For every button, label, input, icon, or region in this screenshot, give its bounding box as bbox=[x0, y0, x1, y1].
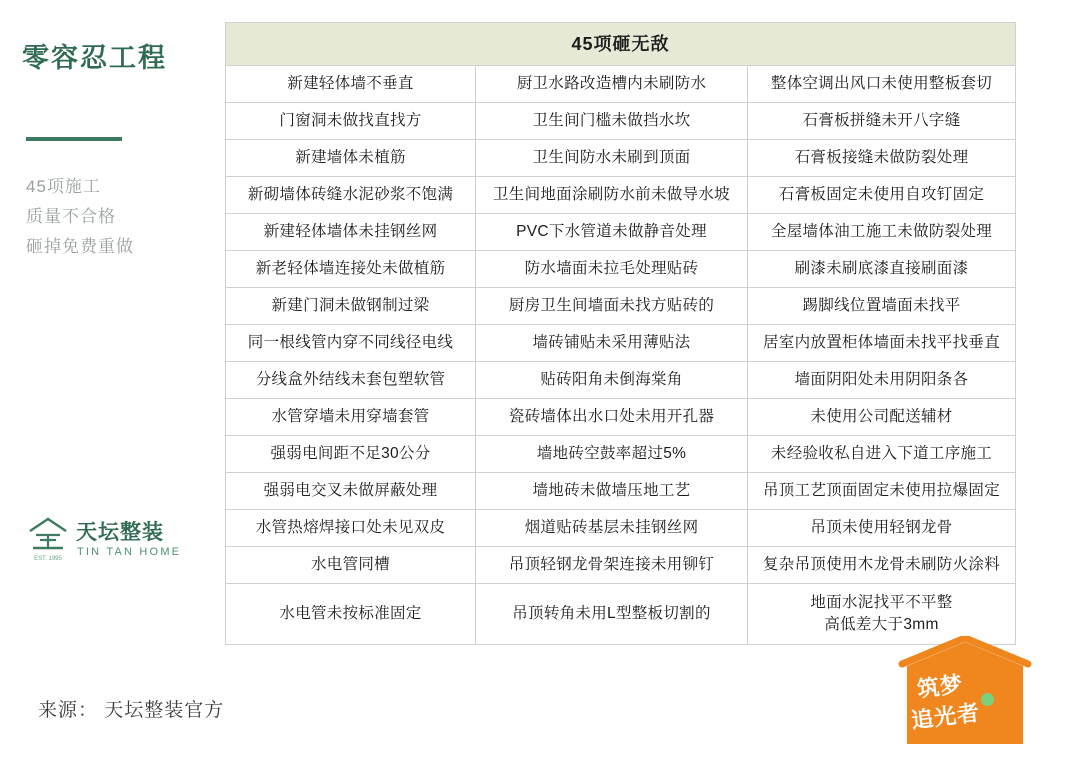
table-row bbox=[226, 140, 1016, 177]
table-cell: 石膏板接缝未做防裂处理 bbox=[748, 140, 1016, 177]
table-cell: 厨卫水路改造槽内未刷防水 bbox=[476, 66, 748, 103]
table-cell: 贴砖阳角未倒海棠角 bbox=[476, 362, 748, 399]
table-cell: 墙地砖未做墙压地工艺 bbox=[476, 473, 748, 510]
checklist-table-body bbox=[226, 23, 1016, 645]
table-cell: 同一根线管内穿不同线径电线 bbox=[226, 325, 476, 362]
table-cell: 新老轻体墙连接处未做植筋 bbox=[226, 251, 476, 288]
stamp-line-2: 追光者 bbox=[909, 699, 982, 734]
table-cell: 新建轻体墙不垂直 bbox=[226, 66, 476, 103]
table-cell: 全屋墙体油工施工未做防裂处理 bbox=[748, 214, 1016, 251]
logo-text-cn: 天坛整装 bbox=[76, 521, 164, 544]
table-cell: 墙面阴阳处未用阴阳条各 bbox=[748, 362, 1016, 399]
svg-text:EST. 1995: EST. 1995 bbox=[34, 556, 62, 562]
table-cell: 水管穿墙未用穿墙套管 bbox=[226, 399, 476, 436]
table-cell: 卫生间门槛未做挡水坎 bbox=[476, 103, 748, 140]
table-row bbox=[226, 288, 1016, 325]
table-row bbox=[226, 325, 1016, 362]
table-row bbox=[226, 510, 1016, 547]
table-cell: 分线盒外结线未套包塑软管 bbox=[226, 362, 476, 399]
tintan-roof-logo-icon bbox=[26, 514, 70, 564]
table-cell: 整体空调出风口未使用整板套切 bbox=[748, 66, 1016, 103]
left-panel bbox=[0, 0, 225, 766]
table-row bbox=[226, 436, 1016, 473]
table-cell: 石膏板固定未使用自攻钉固定 bbox=[748, 177, 1016, 214]
table-cell: 卫生间防水未刷到顶面 bbox=[476, 140, 748, 177]
table-cell: 水管热熔焊接口处未见双皮 bbox=[226, 510, 476, 547]
table-cell: 复杂吊顶使用木龙骨未刷防火涂料 bbox=[748, 547, 1016, 584]
subtitle-line-1: 45项施工 bbox=[26, 177, 101, 196]
table-row bbox=[226, 251, 1016, 288]
table-cell: 新建轻体墙体未挂钢丝网 bbox=[226, 214, 476, 251]
table-row bbox=[226, 214, 1016, 251]
table-cell: 新砌墙体砖缝水泥砂浆不饱满 bbox=[226, 177, 476, 214]
table-cell: 未使用公司配送辅材 bbox=[748, 399, 1016, 436]
stamp-line-1: 筑梦 bbox=[915, 671, 965, 702]
table-row bbox=[226, 399, 1016, 436]
table-cell: 居室内放置柜体墙面未找平找垂直 bbox=[748, 325, 1016, 362]
table-cell: 防水墙面未拉毛处理贴砖 bbox=[476, 251, 748, 288]
table-row bbox=[226, 362, 1016, 399]
checklist-table bbox=[225, 22, 1016, 645]
table-row bbox=[226, 66, 1016, 103]
table-cell: 踢脚线位置墙面未找平 bbox=[748, 288, 1016, 325]
table-cell: 水电管同槽 bbox=[226, 547, 476, 584]
table-cell: 吊顶轻钢龙骨架连接未用铆钉 bbox=[476, 547, 748, 584]
table-cell: 强弱电交叉未做屏蔽处理 bbox=[226, 473, 476, 510]
table-cell: 烟道贴砖基层未挂钢丝网 bbox=[476, 510, 748, 547]
table-cell: 墙砖铺贴未采用薄贴法 bbox=[476, 325, 748, 362]
table-cell: 新建门洞未做钢制过梁 bbox=[226, 288, 476, 325]
table-cell: PVC下水管道未做静音处理 bbox=[476, 214, 748, 251]
house-badge-icon bbox=[895, 636, 1035, 752]
logo-text-en: TIN TAN HOME bbox=[77, 546, 182, 558]
table-cell: 地面水泥找平不平整 高低差大于3mm bbox=[748, 584, 1016, 645]
source-attribution: 来源： 天坛整装官方 bbox=[38, 700, 225, 721]
table-cell: 吊顶未使用轻钢龙骨 bbox=[748, 510, 1016, 547]
table-cell: 门窗洞未做找直找方 bbox=[226, 103, 476, 140]
subtitle-line-3: 砸掉免费重做 bbox=[26, 237, 134, 256]
table-cell: 墙地砖空鼓率超过5% bbox=[476, 436, 748, 473]
table-cell: 石膏板拼缝未开八字缝 bbox=[748, 103, 1016, 140]
table-row bbox=[226, 473, 1016, 510]
subtitle-block bbox=[26, 172, 134, 262]
checklist-table-wrap bbox=[225, 22, 1015, 645]
subtitle-line-2: 质量不合格 bbox=[26, 207, 116, 226]
table-cell: 强弱电间距不足30公分 bbox=[226, 436, 476, 473]
stamp-accent-dot bbox=[981, 693, 994, 706]
table-cell: 吊顶转角未用L型整板切割的 bbox=[476, 584, 748, 645]
table-row bbox=[226, 177, 1016, 214]
table-cell: 新建墙体未植筋 bbox=[226, 140, 476, 177]
table-cell: 未经验收私自进入下道工序施工 bbox=[748, 436, 1016, 473]
table-cell: 刷漆未刷底漆直接刷面漆 bbox=[748, 251, 1016, 288]
table-cell: 水电管未按标准固定 bbox=[226, 584, 476, 645]
table-title: 45项砸无敌 bbox=[226, 23, 1016, 66]
brand-logo bbox=[26, 512, 201, 574]
page-title: 零容忍工程 bbox=[22, 43, 167, 73]
table-header-row bbox=[226, 23, 1016, 66]
table-row bbox=[226, 547, 1016, 584]
table-cell: 瓷砖墙体出水口处未用开孔器 bbox=[476, 399, 748, 436]
table-cell: 厨房卫生间墙面未找方贴砖的 bbox=[476, 288, 748, 325]
table-row bbox=[226, 103, 1016, 140]
table-cell: 卫生间地面涂刷防水前未做导水坡 bbox=[476, 177, 748, 214]
table-cell: 吊顶工艺顶面固定未使用拉爆固定 bbox=[748, 473, 1016, 510]
title-divider bbox=[26, 137, 122, 141]
